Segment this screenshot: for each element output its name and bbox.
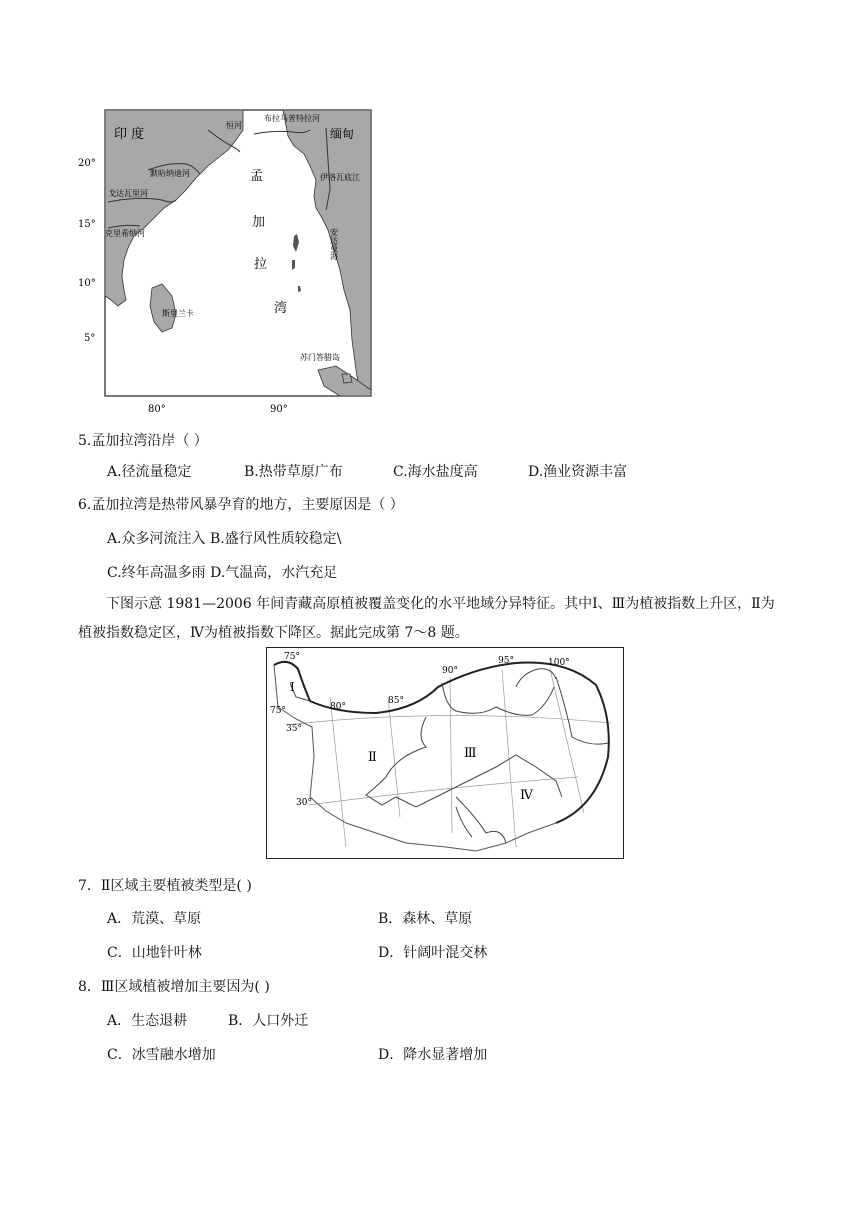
bay-of-bengal-map <box>78 100 378 420</box>
question-7-option-d: D．针阔叶混交林 <box>378 945 488 961</box>
question-6-options-cd: C.终年高温多雨 D.气温高，水汽充足 <box>107 565 338 581</box>
lat-tick-30: 30° <box>296 798 312 808</box>
question-5-option-b: B.热带草原广布 <box>244 464 343 480</box>
myanmar-label: 缅甸 <box>330 127 355 141</box>
bay-label-2: 加 <box>252 215 266 230</box>
lat-tick-5: 5° <box>84 333 96 344</box>
question-5-stem: 5.孟加拉湾沿岸（ ） <box>78 433 208 449</box>
lon-tick-100: 100° <box>548 658 570 668</box>
lon-tick-90: 90° <box>270 404 288 415</box>
question-8-option-d: D．降水显著增加 <box>378 1047 488 1063</box>
lon-tick-75-left: 75° <box>270 706 286 716</box>
lat-tick-10: 10° <box>78 278 96 289</box>
lat-tick-15: 15° <box>78 219 96 230</box>
irrawaddy-label: 伊洛瓦底江 <box>320 173 360 182</box>
intro-paragraph: 下图示意 1981—2006 年间青藏高原植被覆盖变化的水平地域分异特征。其中Ⅰ、Ⅲ为植被指数上升区，Ⅱ为植被指数稳定区，Ⅳ为植被指数下降区。据此完成第 7～8 题。 <box>78 596 775 641</box>
question-7-stem: 7．Ⅱ区域主要植被类型是( ) <box>78 878 252 894</box>
question-8-stem: 8．Ⅲ区域植被增加主要因为( ) <box>78 979 270 995</box>
lon-tick-95: 95° <box>498 656 514 666</box>
zone-1-label: Ⅰ <box>290 680 295 694</box>
question-7-option-a: A．荒漠、草原 <box>107 911 202 927</box>
lat-tick-20: 20° <box>78 158 96 169</box>
question-5-option-a: A.径流量稳定 <box>107 464 192 480</box>
question-7-option-b: B．森林、草原 <box>378 911 473 927</box>
lon-tick-80: 80° <box>148 404 166 415</box>
mahanadi-label: 默哈纳迪河 <box>150 169 190 178</box>
zone-2-label: Ⅱ <box>368 750 377 765</box>
ganges-label: 恒河 <box>226 121 242 130</box>
question-5-option-c: C.海水盐度高 <box>393 464 478 480</box>
andaman-label: 安达曼海 <box>329 228 339 260</box>
question-8-option-b: B．人口外迁 <box>228 1013 309 1029</box>
question-6-options-ab: A.众多河流注入 B.盛行风性质较稳定\ <box>107 531 342 547</box>
small-island <box>342 374 352 383</box>
bay-label-4: 湾 <box>274 301 288 316</box>
lat-tick-35: 35° <box>286 724 302 734</box>
bay-label-3: 拉 <box>254 257 268 272</box>
question-7-option-c: C．山地针叶林 <box>107 945 202 961</box>
question-5-option-d: D.渔业资源丰富 <box>528 464 628 480</box>
question-8-option-c: C．冰雪融水增加 <box>107 1047 216 1063</box>
godavari-label: 戈达瓦里河 <box>108 189 148 198</box>
brahmaputra-label: 布拉马普特拉河 <box>264 114 320 123</box>
srilanka-label: 斯里兰卡 <box>162 309 194 318</box>
question-6-stem: 6.孟加拉湾是热带风暴孕育的地方，主要原因是（ ） <box>78 497 404 513</box>
krishna-label: 克里希纳河 <box>105 229 145 238</box>
india-label: 印 度 <box>114 127 145 142</box>
tibetan-plateau-map <box>266 647 624 859</box>
lon-tick-80: 80° <box>330 702 346 712</box>
zone-3-label: Ⅲ <box>464 746 477 761</box>
zone-4-label: Ⅳ <box>520 788 533 803</box>
lon-tick-75-top: 75° <box>284 652 300 662</box>
question-8-option-a: A．生态退耕 <box>107 1013 188 1029</box>
lon-tick-90: 90° <box>442 666 458 676</box>
bay-label-1: 孟 <box>250 169 264 184</box>
sumatra-label: 苏门答腊岛 <box>300 353 340 362</box>
lon-tick-85: 85° <box>388 696 404 706</box>
